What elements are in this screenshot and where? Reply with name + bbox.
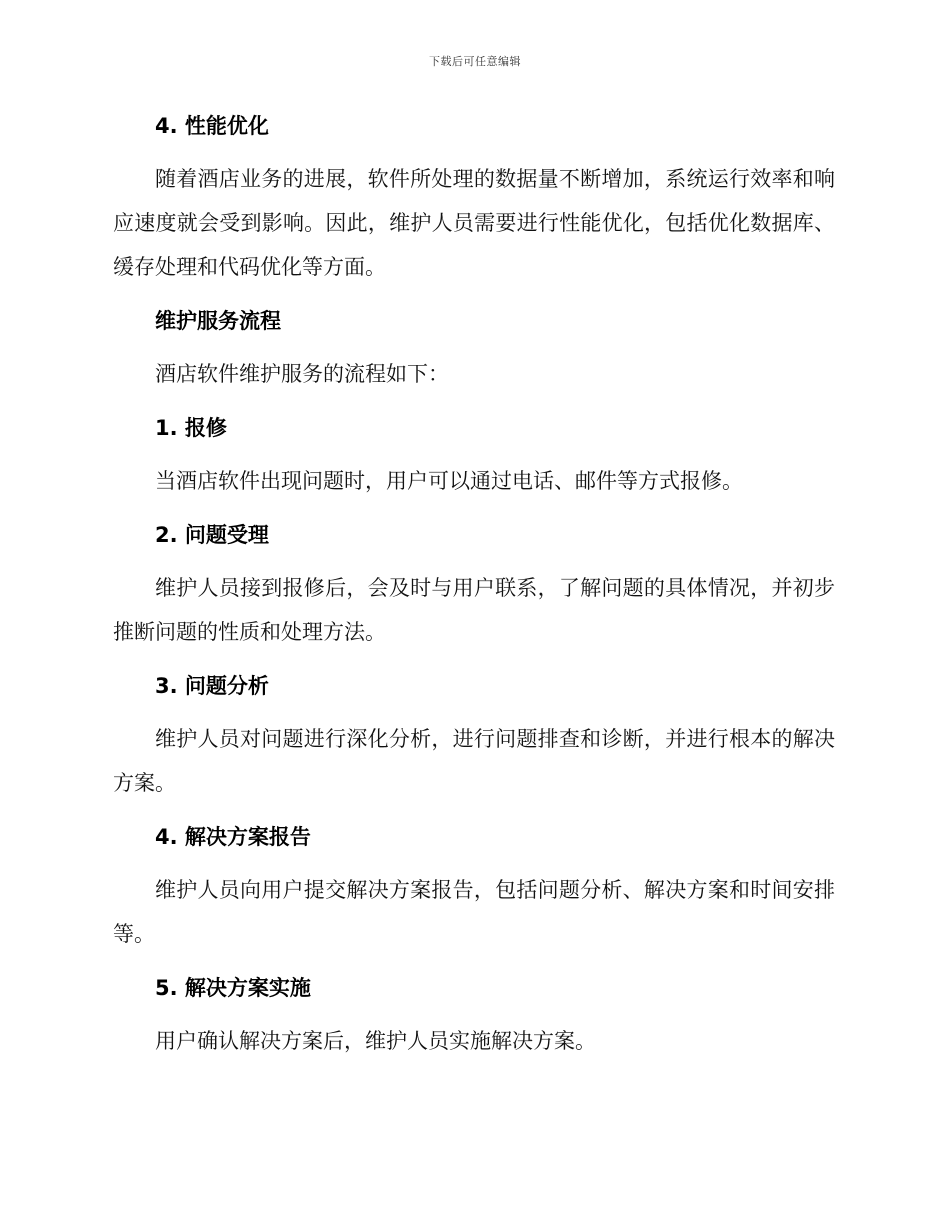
paragraph-performance: 随着酒店业务的进展，软件所处理的数据量不断增加，系统运行效率和响应速度就会受到影响。因此，维护人员需要进行性能优化，包括优化数据库、缓存处理和代码优化等方面。: [113, 167, 835, 279]
paragraph-report: 当酒店软件出现问题时，用户可以通过电话、邮件等方式报修。: [155, 469, 743, 493]
step-heading-solution-report: 4. 解决方案报告: [155, 825, 311, 849]
section-heading-service-flow: 维护服务流程: [155, 309, 281, 333]
step-heading-analysis: 3. 问题分析: [155, 674, 269, 698]
paragraph-solution-report: 维护人员向用户提交解决方案报告，包括问题分析、解决方案和时间安排等。: [113, 878, 835, 946]
step-heading-implementation: 5. 解决方案实施: [155, 976, 311, 1000]
paragraph-implementation: 用户确认解决方案后，维护人员实施解决方案。: [155, 1029, 596, 1053]
step-heading-acceptance: 2. 问题受理: [155, 523, 269, 547]
paragraph-analysis: 维护人员对问题进行深化分析，进行问题排查和诊断，并进行根本的解决方案。: [113, 727, 835, 795]
section-heading-performance: 4. 性能优化: [155, 114, 269, 138]
step-heading-report: 1. 报修: [155, 416, 227, 440]
page-header-note: 下载后可任意编辑: [429, 55, 521, 68]
paragraph-acceptance: 维护人员接到报修后，会及时与用户联系，了解问题的具体情况，并初步推断问题的性质和处理方法。: [113, 576, 835, 644]
document-body: [113, 104, 835, 1063]
paragraph-service-flow-intro: 酒店软件维护服务的流程如下：: [155, 362, 449, 386]
